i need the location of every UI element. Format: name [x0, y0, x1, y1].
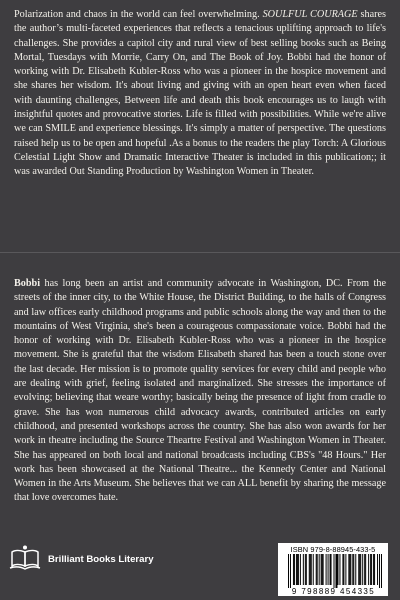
author-bio-paragraph — [14, 277, 386, 506]
synopsis-body: shares the author’s multi-faceted experiences that reflects a tenacious uplifting approach to life's challenges. She provides a capitol city and rural view of best selling books such as Being Mortal, Tuesdays with Morrie, Carry On, and The Book of Joy. Bobbi had the honor of working with Dr. Elisabeth Kubler-Ross who was a pioneer in the hospice movement and she shares her wisdom. It's about living and giving with an open heart even when faced with daunting challenges, Between life and death this book encourages us to laugh with insightful quotes and provocative stories. Life is filled with possibilities. While we're alive we can SMILE and experience blessings. It's simply a matter of perspective. The questions raised help us to be open and hopeful .As a bonus to the readers the play Torch: A Glorious Celestial Light Show and Dramatic Interactive Theater is included in this publication;; it was awarded Out Standing Production by Washington Women in Theater. — [14, 9, 387, 178]
barcode-bars — [288, 554, 382, 588]
section-divider — [0, 252, 400, 253]
publisher-name: Brilliant Books Literary — [48, 553, 154, 565]
isbn-number: ISBN 979-8-88945-433-5 — [290, 545, 376, 554]
author-name: Bobbi — [14, 278, 41, 289]
isbn-barcode — [278, 543, 388, 596]
barcode-digits: 9 798889 454335 — [291, 587, 376, 596]
publisher-logo — [8, 544, 154, 574]
synopsis-paragraph — [14, 8, 386, 180]
open-book-icon — [8, 544, 42, 574]
synopsis-intro: Polarization and chaos in the world can feel overwhelming. — [14, 9, 260, 20]
book-title: SOULFUL COURAGE — [262, 9, 358, 20]
author-bio-text: has long been an artist and community advocate in Washington, DC. From the streets of the inner city, to the White House, the District Building, to the halls of Congress and law offices early childhood programs and public schools along the way and then to the mountains of West Virginia, she's been a courageous compassionate voice. Bobbi had the honor of working with Dr. Elisabeth Kubler-Ross who was a pioneer in the hospice movement. She is grateful that the wisdom Elisabeth shared has been a touch stone over the last decade. Her mission is to promote quality services for every child and people who are dealing with grief, feeling isolated and marginalized. She stresses the importance of evolving; believing that weare worthy; basically being the presence of light from cradle to grave. She has won numerous child advocacy awards, contributed articles on early childhood, and presented workshops across the country. She has also won awards for her work in theatre including the Source Theartre Festival and Washington Women in Theater. She has appeared on both local and national broadcasts including CBS's "48 Hours." Her work has been showcased at the National Theatre... the Kennedy Center and National Women in the Arts Museum. She believes that we can ALL benefit by sharing the message that love overcomes hate. — [14, 278, 386, 504]
